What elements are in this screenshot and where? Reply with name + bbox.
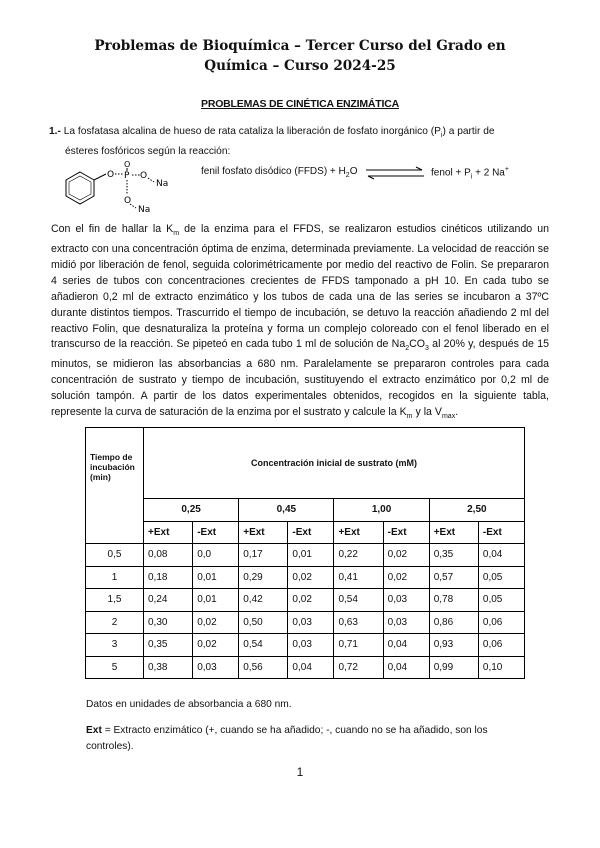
table-row bbox=[86, 656, 525, 679]
body-text-1: Con el fin de hallar la K bbox=[51, 223, 174, 235]
value-cell: 0,30 bbox=[144, 611, 193, 634]
value-cell: 0,04 bbox=[478, 544, 524, 567]
ext-key: Ext bbox=[86, 725, 102, 736]
table-body bbox=[86, 544, 525, 679]
value-cell: 0,78 bbox=[429, 589, 478, 612]
value-cell: 0,01 bbox=[193, 589, 239, 612]
value-cell: 0,03 bbox=[288, 634, 334, 657]
page-number: 1 bbox=[296, 765, 304, 779]
reaction-left-text: fenil fosfato disódico (FFDS) + H bbox=[201, 166, 346, 177]
label-na2: Na bbox=[138, 205, 151, 215]
value-cell: 0,06 bbox=[478, 634, 524, 657]
value-cell: 0,93 bbox=[429, 634, 478, 657]
label-o2: O bbox=[140, 171, 148, 181]
table-row bbox=[86, 634, 525, 657]
conc-cell: 0,25 bbox=[144, 499, 239, 522]
conc-cell: 1,00 bbox=[334, 499, 429, 522]
time-header-label: Tiempo de incubación (min) bbox=[90, 452, 135, 482]
value-cell: 0,54 bbox=[334, 589, 383, 612]
ext-cell: -Ext bbox=[383, 521, 429, 544]
value-cell: 0,63 bbox=[334, 611, 383, 634]
label-o3: O bbox=[124, 196, 132, 206]
value-cell: 0,10 bbox=[478, 656, 524, 679]
value-cell: 0,35 bbox=[429, 544, 478, 567]
value-cell: 0,04 bbox=[383, 634, 429, 657]
ext-cell: -Ext bbox=[478, 521, 524, 544]
value-cell: 0,0 bbox=[193, 544, 239, 567]
body-text-6: . bbox=[455, 406, 459, 419]
intro-text-a: La fosfatasa alcalina de hueso de rata cataliza la liberación de fosfato inorgánico (P bbox=[63, 126, 441, 137]
time-header bbox=[86, 428, 144, 544]
value-cell: 0,18 bbox=[144, 566, 193, 589]
label-o-top: O bbox=[124, 160, 131, 169]
benzene-inner bbox=[69, 176, 91, 200]
intro-line-2: ésteres fosfóricos según la reacción: bbox=[65, 146, 231, 158]
title-line-1: Problemas de Bioquímica – Tercer Curso del Grado en bbox=[94, 38, 506, 54]
ext-cell: -Ext bbox=[193, 521, 239, 544]
value-cell: 0,22 bbox=[334, 544, 383, 567]
value-cell: 0,04 bbox=[288, 656, 334, 679]
phenyl-phosphate-structure bbox=[60, 160, 190, 220]
time-cell: 0,5 bbox=[86, 544, 144, 567]
value-cell: 0,35 bbox=[144, 634, 193, 657]
table-row bbox=[86, 611, 525, 634]
label-na1: Na bbox=[156, 179, 169, 189]
units-note: Datos en unidades de absorbancia a 680 nm. bbox=[86, 699, 292, 710]
table-row bbox=[86, 589, 525, 612]
body-sub-2: 2 bbox=[405, 345, 410, 353]
equilibrium-arrows bbox=[362, 166, 428, 180]
value-cell: 0,57 bbox=[429, 566, 478, 589]
value-cell: 0,38 bbox=[144, 656, 193, 679]
body-text-5: y la V bbox=[412, 406, 442, 419]
ext-definition: = Extracto enzimático (+, cuando se ha añadido; -, cuando no se ha añadido, son los controles). bbox=[86, 725, 488, 752]
ext-cell: +Ext bbox=[429, 521, 478, 544]
table-row bbox=[86, 544, 525, 567]
intro-text-b: ) a partir de bbox=[442, 126, 495, 137]
table-row bbox=[86, 566, 525, 589]
value-cell: 0,54 bbox=[239, 634, 288, 657]
reaction-left bbox=[201, 166, 357, 179]
value-cell: 0,72 bbox=[334, 656, 383, 679]
problem-number: 1.- bbox=[49, 126, 61, 137]
conc-cell: 0,45 bbox=[239, 499, 334, 522]
benzene-ring bbox=[66, 172, 94, 204]
value-cell: 0,41 bbox=[334, 566, 383, 589]
title-line-2: Química – Curso 2024-25 bbox=[204, 58, 396, 74]
problem-body-paragraph bbox=[51, 222, 549, 425]
ext-label-row bbox=[86, 521, 525, 544]
reaction-left-end: O bbox=[349, 166, 358, 177]
value-cell: 0,56 bbox=[239, 656, 288, 679]
reaction-left-sub: 2 bbox=[345, 172, 350, 179]
value-cell: 0,29 bbox=[239, 566, 288, 589]
ext-cell: +Ext bbox=[144, 521, 193, 544]
value-cell: 0,71 bbox=[334, 634, 383, 657]
value-cell: 0,08 bbox=[144, 544, 193, 567]
document-title bbox=[60, 36, 540, 76]
time-cell: 1,5 bbox=[86, 589, 144, 612]
value-cell: 0,02 bbox=[193, 634, 239, 657]
ext-note bbox=[86, 723, 536, 755]
label-p: P bbox=[124, 171, 130, 181]
value-cell: 0,03 bbox=[288, 611, 334, 634]
reaction-right-sub: i bbox=[470, 173, 473, 181]
value-cell: 0,24 bbox=[144, 589, 193, 612]
value-cell: 0,04 bbox=[383, 656, 429, 679]
problem-1-intro bbox=[49, 124, 549, 160]
value-cell: 0,06 bbox=[478, 611, 524, 634]
ext-cell: -Ext bbox=[288, 521, 334, 544]
concentration-row bbox=[86, 499, 525, 522]
absorbance-table bbox=[85, 427, 525, 679]
body-text-4: al 20% y, después de 15 minutos, se midieron las absorbancias a 680 nm. Paralelamente se prepararon controles para cada concentración de sustrato y tiempo de incubación, sustituyendo el extracto enzimático por 0,2 ml de solución tampón. A partir de los datos experimentales obtenidos, recogidos en la siguiente tabla, represente la curva de saturación de la enzima por el sustrato y calcule la K bbox=[51, 338, 549, 419]
reaction-right-b: + 2 Na bbox=[472, 167, 505, 179]
ext-cell: +Ext bbox=[239, 521, 288, 544]
value-cell: 0,01 bbox=[193, 566, 239, 589]
reaction-right-a: fenol + P bbox=[431, 167, 471, 179]
value-cell: 0,17 bbox=[239, 544, 288, 567]
body-sub-1: m bbox=[173, 230, 180, 238]
value-cell: 0,03 bbox=[383, 589, 429, 612]
time-cell: 2 bbox=[86, 611, 144, 634]
value-cell: 0,03 bbox=[383, 611, 429, 634]
time-cell: 3 bbox=[86, 634, 144, 657]
ext-cell: +Ext bbox=[334, 521, 383, 544]
body-sub-5: max bbox=[441, 413, 456, 421]
time-cell: 5 bbox=[86, 656, 144, 679]
value-cell: 0,05 bbox=[478, 566, 524, 589]
body-text-3: CO bbox=[409, 338, 426, 351]
value-cell: 0,02 bbox=[288, 589, 334, 612]
value-cell: 0,02 bbox=[193, 611, 239, 634]
value-cell: 0,02 bbox=[383, 566, 429, 589]
section-title: PROBLEMAS DE CINÉTICA ENZIMÁTICA bbox=[201, 98, 399, 110]
value-cell: 0,05 bbox=[478, 589, 524, 612]
time-cell: 1 bbox=[86, 566, 144, 589]
value-cell: 0,42 bbox=[239, 589, 288, 612]
body-sub-4: m bbox=[406, 413, 413, 421]
reaction-right-sup: + bbox=[504, 166, 509, 173]
value-cell: 0,86 bbox=[429, 611, 478, 634]
conc-cell: 2,50 bbox=[429, 499, 524, 522]
label-o1: O bbox=[107, 170, 115, 180]
body-sub-3: 3 bbox=[425, 345, 429, 353]
concentration-header: Concentración inicial de sustrato (mM) bbox=[144, 428, 525, 499]
value-cell: 0,03 bbox=[193, 656, 239, 679]
value-cell: 0,01 bbox=[288, 544, 334, 567]
reaction-right bbox=[431, 166, 509, 180]
intro-sub: i bbox=[440, 132, 443, 140]
body-text-2: de la enzima para el FFDS, se realizaron estudios cinéticos utilizando un extracto con una concentración óptima de enzima, determinada previamente. La velocidad de reacción se midió por liberación de fenol, seguida colorimétricamente por medio del reactivo de Folin. Se prepararon 4 series de tubos con concentraciones crecientes de FFDS tamponado a pH 10. En cada tubo se añadieron 0,2 ml de extracto enzimático y los tubos de cada una de las series se incubaron a 37ºC durante distintos tiempos. Trascurrido el tiempo de incubación, se detuvo la reacción añadiendo 2 ml del reactivo Folin, que desnaturaliza la proteína y forma un complejo coloreado con el fenol liberado en el transcurso de la reacción. Se pipeteó en cada tubo 1 ml de solución de Na bbox=[51, 223, 549, 351]
value-cell: 0,99 bbox=[429, 656, 478, 679]
value-cell: 0,50 bbox=[239, 611, 288, 634]
value-cell: 0,02 bbox=[288, 566, 334, 589]
value-cell: 0,02 bbox=[383, 544, 429, 567]
